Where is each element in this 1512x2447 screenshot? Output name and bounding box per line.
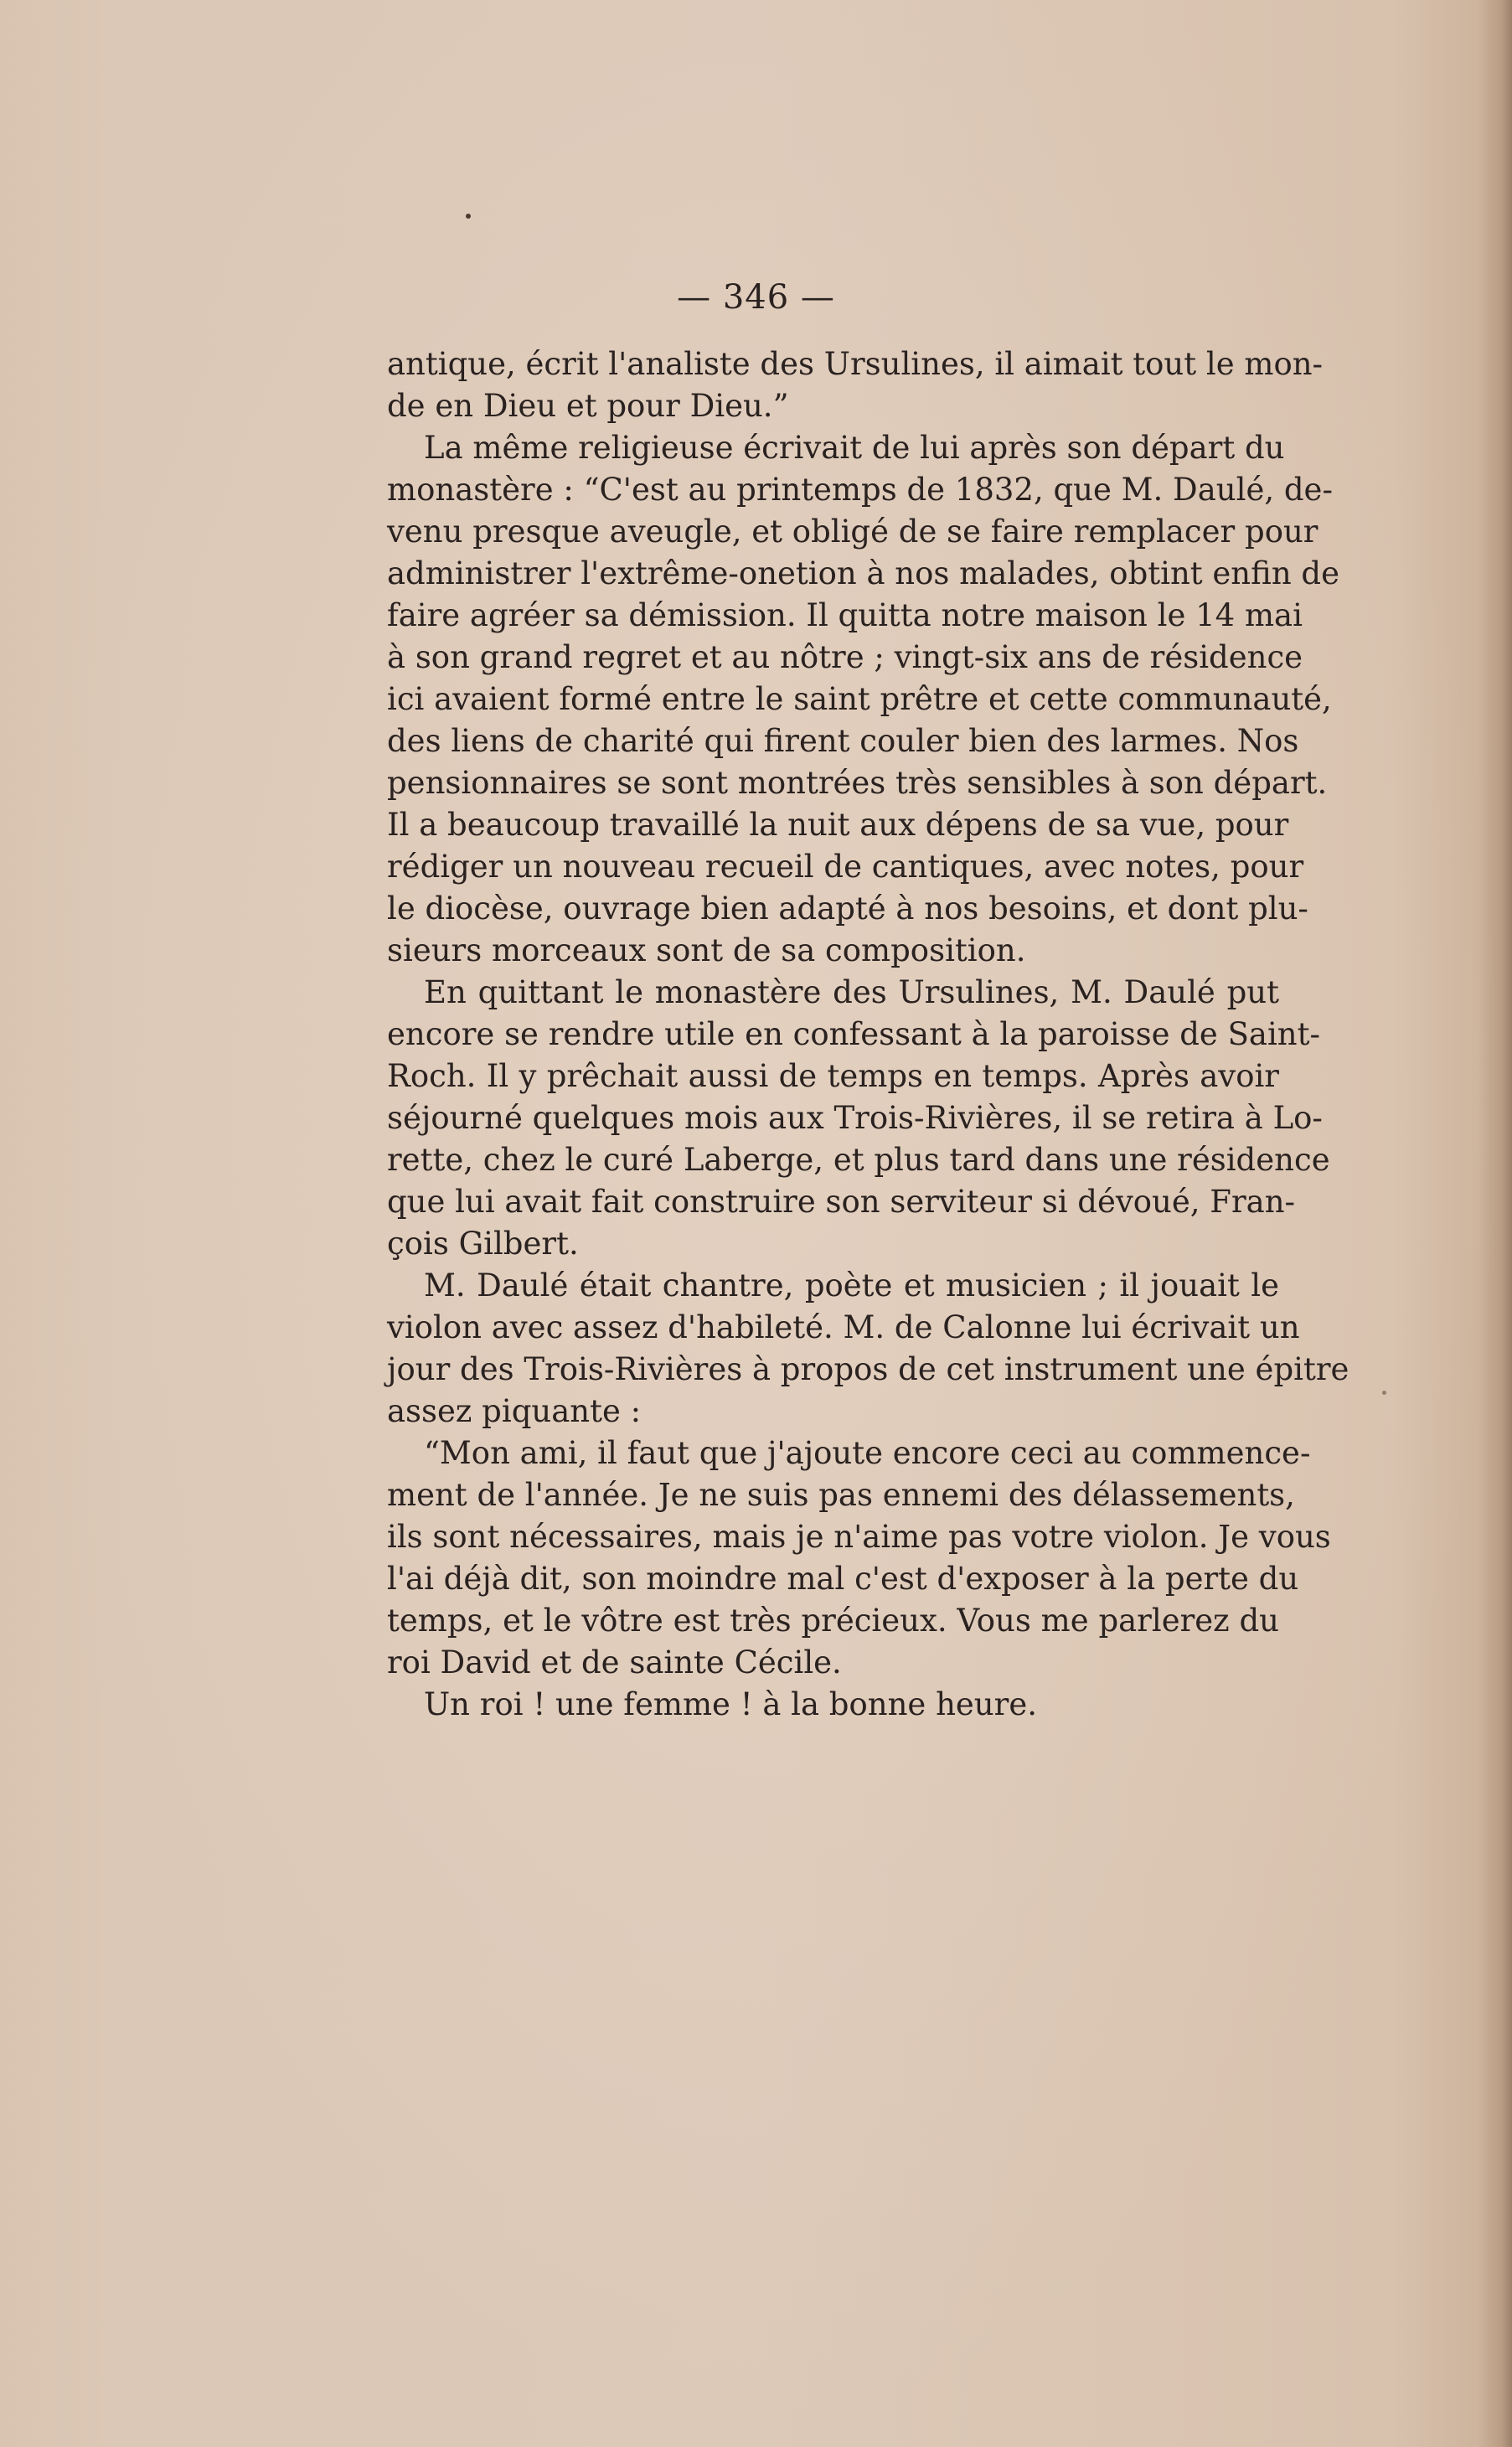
text-line: antique, écrit l'analiste des Ursulines, il aimait tout le mon- xyxy=(387,346,1324,382)
text-line: séjourné quelques mois aux Trois-Rivières, il se retira à Lo- xyxy=(387,1100,1323,1136)
text-line: l'ai déjà dit, son moindre mal c'est d'exposer à la perte du xyxy=(387,1561,1299,1597)
text-line: temps, et le vôtre est très précieux. Vous me parlerez du xyxy=(387,1603,1279,1639)
text-line: ment de l'année. Je ne suis pas ennemi des délassements, xyxy=(387,1477,1295,1513)
text-line: rédiger un nouveau recueil de cantiques, avec notes, pour xyxy=(387,849,1304,885)
text-line: jour des Trois-Rivières à propos de cet instrument une épitre xyxy=(387,1351,1349,1387)
text-line: Il a beaucoup travaillé la nuit aux dépens de sa vue, pour xyxy=(387,807,1289,843)
text-line: pensionnaires se sont montrées très sensibles à son départ. xyxy=(387,765,1328,801)
text-line: encore se rendre utile en confessant à la paroisse de Saint- xyxy=(387,1016,1321,1052)
text-line: ici avaient formé entre le saint prêtre et cette communauté, xyxy=(387,681,1332,717)
text-line: de en Dieu et pour Dieu.” xyxy=(387,388,789,424)
body-text xyxy=(387,343,1349,1726)
text-line: La même religieuse écrivait de lui après son départ du xyxy=(424,430,1285,466)
paper-speck xyxy=(466,214,471,219)
text-line: faire agréer sa démission. Il quitta notre maison le 14 mai xyxy=(387,597,1303,633)
text-line: assez piquante : xyxy=(387,1393,642,1429)
text-line: “Mon ami, il faut que j'ajoute encore ceci au commence- xyxy=(424,1435,1311,1471)
text-line: roi David et de sainte Cécile. xyxy=(387,1644,842,1680)
text-line: çois Gilbert. xyxy=(387,1226,579,1262)
page-number: — 346 — xyxy=(677,278,835,317)
text-line: à son grand regret et au nôtre ; vingt-six ans de résidence xyxy=(387,639,1303,675)
text-line: que lui avait fait construire son serviteur si dévoué, Fran- xyxy=(387,1184,1296,1220)
text-line: sieurs morceaux sont de sa composition. xyxy=(387,932,1026,968)
text-line: venu presque aveugle, et obligé de se faire remplacer pour xyxy=(387,514,1318,550)
text-line: Un roi ! une femme ! à la bonne heure. xyxy=(424,1686,1037,1722)
text-line: M. Daulé était chantre, poète et musicien ; il jouait le xyxy=(424,1267,1279,1304)
text-line: des liens de charité qui firent couler bien des larmes. Nos xyxy=(387,723,1299,759)
text-line: En quittant le monastère des Ursulines, M. Daulé put xyxy=(424,974,1279,1010)
text-line: violon avec assez d'habileté. M. de Calonne lui écrivait un xyxy=(387,1309,1300,1345)
page-edge-shadow xyxy=(1478,0,1512,2447)
text-line: administrer l'extrême-onetion à nos malades, obtint enfin de xyxy=(387,555,1339,591)
text-line: Roch. Il y prêchait aussi de temps en temps. Après avoir xyxy=(387,1058,1279,1094)
text-line: monastère : “C'est au printemps de 1832, que M. Daulé, de- xyxy=(387,472,1333,508)
text-line: ils sont nécessaires, mais je n'aime pas votre violon. Je vous xyxy=(387,1519,1331,1555)
paper-speck xyxy=(1382,1391,1386,1395)
text-line: le diocèse, ouvrage bien adapté à nos besoins, et dont plu- xyxy=(387,891,1308,927)
text-line: rette, chez le curé Laberge, et plus tard dans une résidence xyxy=(387,1142,1330,1178)
